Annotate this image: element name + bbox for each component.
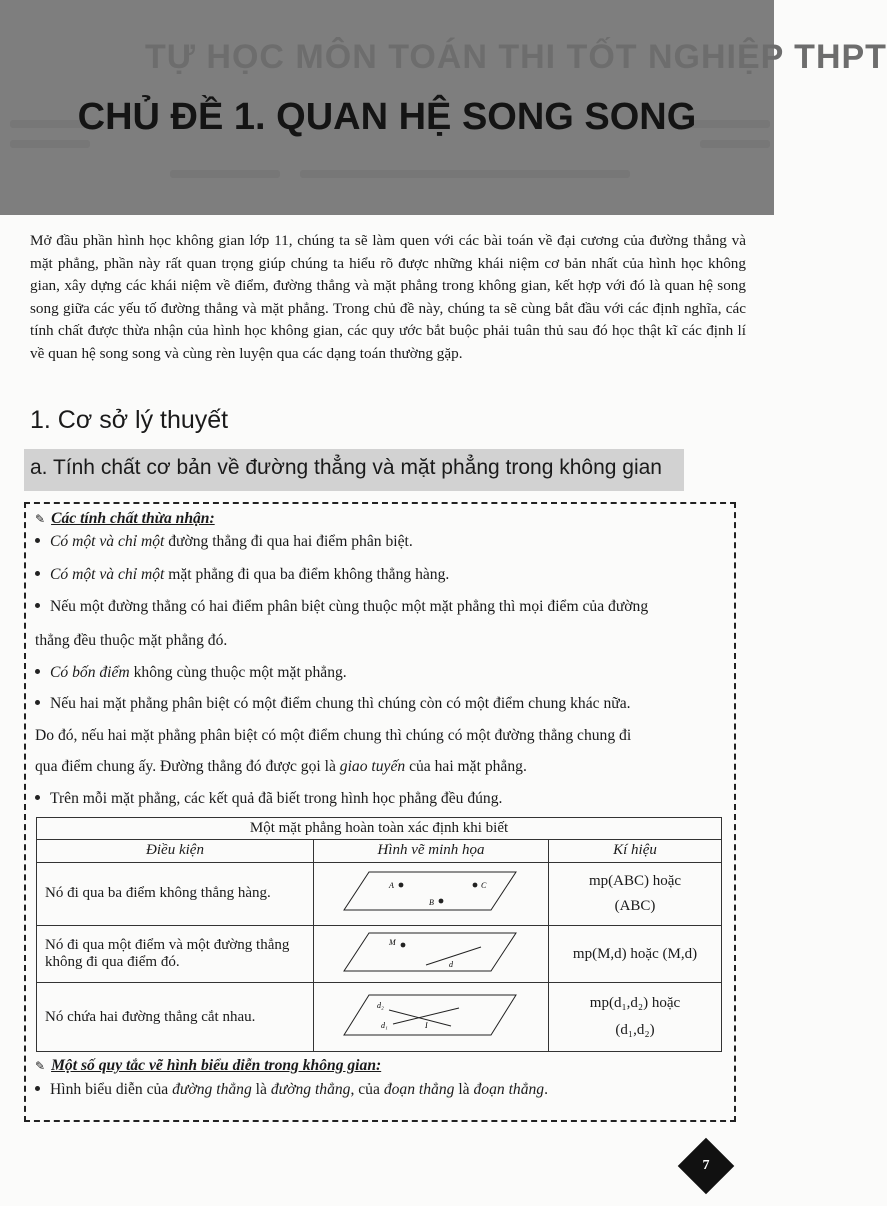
table-caption: Một mặt phẳng hoàn toàn xác định khi biết (37, 818, 722, 840)
symbol-cell: mp(d₁,d₂) hoặc (d₁,d₂) (549, 983, 722, 1052)
axioms-heading: ✎ Các tính chất thừa nhận: (35, 510, 215, 527)
ghost-line (700, 140, 770, 148)
plane-two-lines-figure (341, 990, 521, 1040)
line-label-d: d (449, 959, 453, 969)
axiom-2: Có một và chỉ một mặt phẳng đi qua ba điểm không thẳng hàng. (35, 566, 449, 584)
subsection-heading-band (24, 449, 684, 491)
page-number-badge (678, 1138, 735, 1195)
axiom-6: Trên mỗi mặt phẳng, các kết quả đã biết trong hình học phẳng đều đúng. (35, 790, 502, 808)
condition-cell: Nó đi qua một điểm và một đường thẳng không đi qua điểm đó. (37, 926, 314, 983)
bullet-icon (35, 571, 40, 576)
bullet-icon (35, 669, 40, 674)
point-label-b: B (429, 898, 434, 908)
axiom-5: Nếu hai mặt phẳng phân biệt có một điểm chung thì chúng còn có một điểm chung khác nữa. (35, 695, 631, 713)
figure-cell (314, 983, 549, 1052)
point-label-a: A (389, 881, 394, 891)
pencil-icon: ✎ (35, 1059, 46, 1073)
plane-shape (344, 933, 516, 971)
intersection-label-i: I (425, 1020, 428, 1030)
line-d (426, 947, 481, 965)
line-label-d2: d₂ (377, 1000, 384, 1010)
chapter-header-band (0, 0, 887, 215)
point-b (439, 899, 444, 904)
point-label-m: M (389, 937, 396, 947)
figure-cell (314, 926, 549, 983)
point-a (399, 883, 404, 888)
plane-determination-table (36, 817, 722, 1052)
bullet-icon (35, 700, 40, 705)
axiom-5-cont2: qua điểm chung ấy. Đường thẳng đó được gọi là giao tuyến của hai mặt phẳng. (35, 758, 527, 775)
point-label-c: C (481, 881, 487, 891)
point-c (473, 883, 478, 888)
condition-cell: Nó đi qua ba điểm không thẳng hàng. (37, 862, 314, 926)
symbol-cell: mp(M,d) hoặc (M,d) (549, 926, 722, 983)
bullet-icon (35, 538, 40, 543)
axiom-3-cont: thẳng đều thuộc mặt phẳng đó. (35, 632, 228, 649)
plane-three-points-figure (341, 868, 521, 914)
pencil-icon: ✎ (35, 512, 46, 526)
table-row (37, 926, 722, 983)
column-header: Hình vẽ minh họa (314, 840, 549, 862)
axiom-5-cont1: Do đó, nếu hai mặt phẳng phân biệt có một điểm chung thì chúng có một đường thẳng chung đi (35, 727, 632, 744)
intro-paragraph: Mở đầu phần hình học không gian lớp 11, chúng ta sẽ làm quen với các bài toán về đại cương của đường thẳng và mặt phẳng, phần này rất quan trọng giúp chúng ta hiểu rõ được những khái niệm cơ bản nhất của hình học không gian, xây dựng các khái niệm về điểm, đường thẳng và mặt phẳng trong không gian, kết hợp với đó là quan hệ song song giữa các yếu tố đường thẳng và mặt phẳng. Trong chủ đề này, chúng ta sẽ cùng bắt đầu với các định nghĩa, các tính chất được thừa nhận của hình học không gian, các quy ước bắt buộc phải tuân thủ sau đó học thật kĩ các định lí về quan hệ song song và cùng rèn luyện qua các dạng toán thường gặp. (30, 232, 746, 362)
axiom-4: Có bốn điểm không cùng thuộc một mặt phẳng. (35, 664, 347, 682)
bullet-icon (35, 795, 40, 800)
ghost-line (300, 170, 630, 178)
column-header: Điều kiện (37, 840, 314, 862)
line-label-d1: d₁ (381, 1020, 388, 1030)
figure-cell (314, 862, 549, 926)
ghost-line (10, 140, 90, 148)
chapter-title: CHỦ ĐỀ 1. QUAN HỆ SONG SONG (77, 96, 697, 138)
drawing-rules-heading: ✎ Một số quy tắc vẽ hình biểu diễn trong không gian: (35, 1057, 382, 1074)
condition-cell: Nó chứa hai đường thẳng cắt nhau. (37, 983, 314, 1052)
plane-point-line-figure (341, 930, 521, 974)
symbol-cell: mp(ABC) hoặc (ABC) (549, 862, 722, 926)
ghost-book-title: TỰ HỌC MÔN TOÁN THI TỐT NGHIỆP THPT (145, 38, 887, 76)
subsection-heading: a. Tính chất cơ bản về đường thẳng và mặt phẳng trong không gian (30, 456, 662, 479)
column-header: Kí hiệu (549, 840, 722, 862)
table-row (37, 862, 722, 926)
drawing-rule-1: Hình biểu diễn của đường thẳng là đường thẳng, của đoạn thẳng là đoạn thẳng. (35, 1081, 548, 1099)
bullet-icon (35, 603, 40, 608)
section-heading-theory: 1. Cơ sở lý thuyết (30, 406, 229, 434)
page-number: 7 (702, 1158, 710, 1173)
ghost-line (170, 170, 280, 178)
axiom-3: Nếu một đường thẳng có hai điểm phân biệt cùng thuộc một mặt phẳng thì mọi điểm của đường (35, 598, 648, 616)
point-m (401, 942, 406, 947)
bullet-icon (35, 1086, 40, 1091)
axiom-1: Có một và chỉ một đường thẳng đi qua hai điểm phân biệt. (35, 533, 413, 551)
table-row (37, 983, 722, 1052)
